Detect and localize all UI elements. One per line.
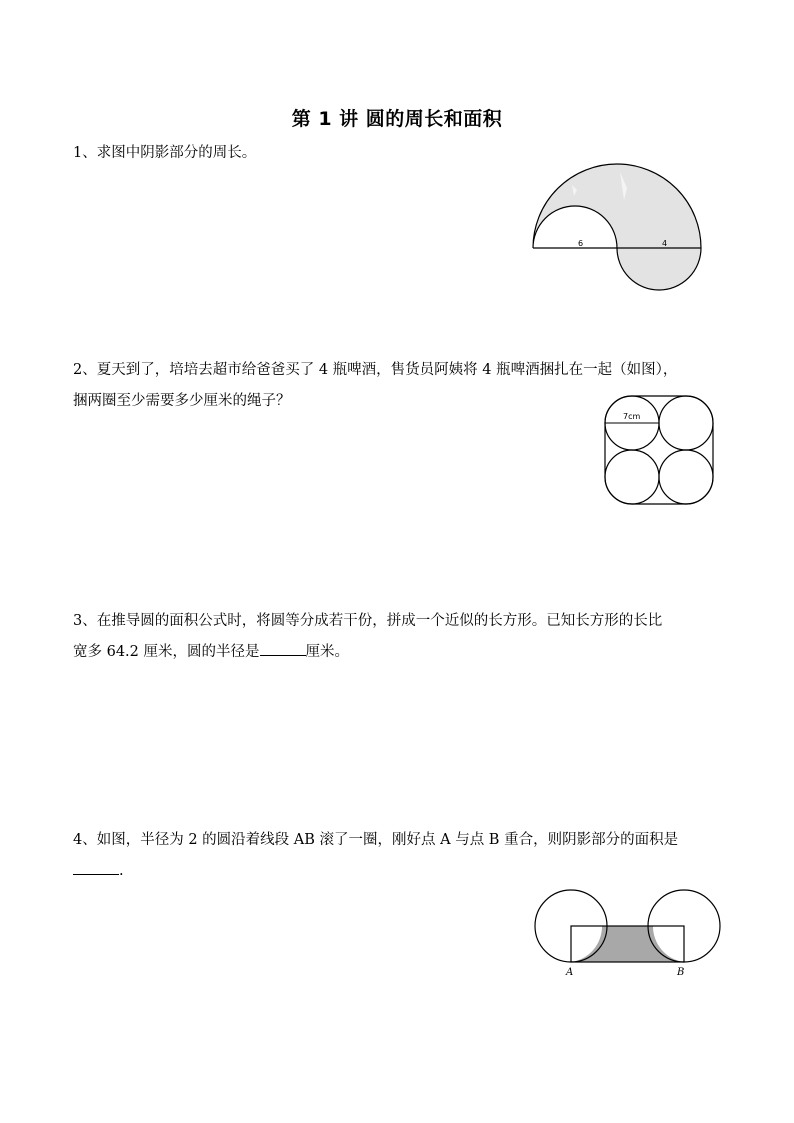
answer-blank-4[interactable] — [73, 858, 119, 875]
question-4-line-2 — [73, 856, 733, 887]
q1-label-6: 6 — [578, 239, 584, 248]
question-1-text: 1、求图中阴影部分的周长。 — [73, 145, 257, 161]
question-2-line-1: 2、夏天到了，培培去超市给爸爸买了 4 瓶啤酒，售货员阿姨将 4 瓶啤酒捆扎在一起（如图）， — [73, 362, 678, 378]
question-3-line-1: 3、在推导圆的面积公式时，将圆等分成若干份，拼成一个近似的长方形。已知长方形的长比 — [73, 613, 663, 629]
question-4-line-2-suffix: . — [119, 863, 124, 879]
question-3-line-2-prefix: 宽多 64.2 厘米，圆的半径是 — [73, 644, 260, 660]
question-1-figure — [0, 0, 794, 300]
question-4 — [73, 825, 733, 887]
question-3 — [73, 606, 733, 668]
rope-outline — [605, 396, 713, 504]
answer-blank-3[interactable] — [260, 641, 306, 656]
question-3-line-2-suffix: 厘米。 — [305, 644, 350, 660]
question-4-line-1: 4、如图，半径为 2 的圆沿着线段 AB 滚了一圈，刚好点 A 与点 B 重合，则阴影部分的面积是 — [73, 832, 679, 848]
page-title: 第 1 讲 圆的周长和面积 — [291, 108, 503, 130]
q4-point-b: B — [677, 967, 685, 978]
q1-label-4: 4 — [662, 239, 668, 248]
q1-shaded-region — [533, 164, 701, 290]
question-3-line-2 — [73, 637, 733, 668]
question-2-figure — [0, 390, 794, 530]
q4-point-a: A — [566, 967, 574, 978]
question-2-line-2: 捆两圈至少需要多少厘米的绳子？ — [73, 393, 291, 409]
q2-diameter-label: 7cm — [623, 412, 641, 421]
question-4-figure — [0, 885, 794, 985]
